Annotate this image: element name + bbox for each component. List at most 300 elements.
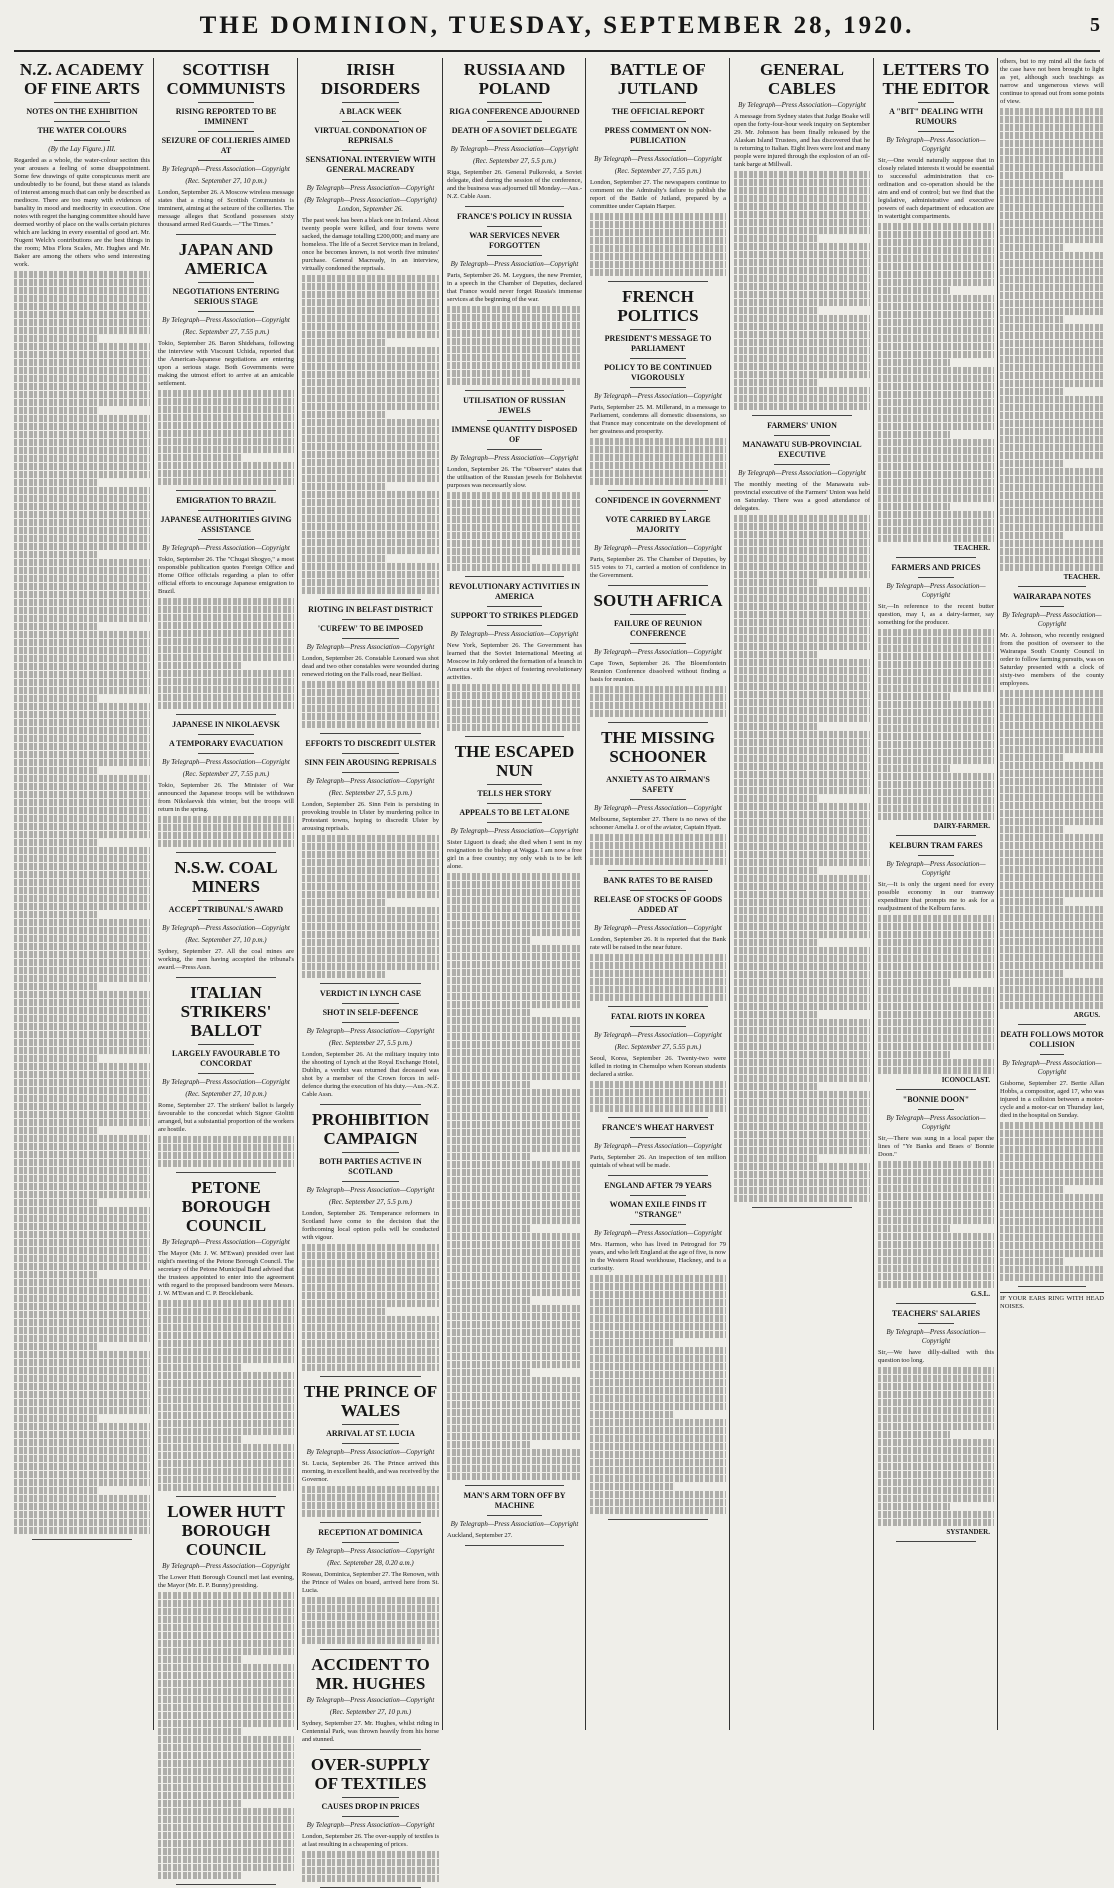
subhead-rule bbox=[487, 625, 542, 626]
masthead bbox=[0, 0, 1114, 44]
text-line bbox=[302, 507, 439, 514]
text-line bbox=[447, 1249, 582, 1256]
continued-text-lines bbox=[878, 1367, 994, 1526]
text-line bbox=[302, 1364, 439, 1371]
text-line bbox=[1000, 1210, 1104, 1217]
text-line bbox=[447, 1073, 582, 1080]
text-line bbox=[1000, 970, 1064, 977]
text-line bbox=[447, 1425, 582, 1432]
text-line bbox=[14, 1327, 150, 1334]
continued-text-lines bbox=[590, 213, 726, 276]
text-line bbox=[447, 1041, 582, 1048]
text-line bbox=[14, 1447, 150, 1454]
text-line bbox=[302, 947, 439, 954]
text-line bbox=[1000, 348, 1104, 355]
news-story bbox=[158, 983, 294, 1173]
continued-text-lines bbox=[302, 681, 439, 728]
text-line bbox=[14, 407, 98, 414]
text-line bbox=[447, 1025, 582, 1032]
subhead-rule bbox=[342, 1152, 399, 1153]
news-story bbox=[590, 1123, 726, 1176]
story-divider bbox=[608, 1117, 708, 1118]
subhead-rule bbox=[342, 619, 399, 620]
dateline: (Rec. September 27, 5.55 p.m.) bbox=[614, 1043, 702, 1051]
text-line bbox=[14, 743, 150, 750]
news-story bbox=[14, 60, 150, 1540]
text-line bbox=[734, 1075, 870, 1082]
text-line bbox=[734, 923, 870, 930]
text-line bbox=[734, 659, 870, 666]
text-line bbox=[158, 1856, 294, 1863]
subhead-rule bbox=[198, 919, 254, 920]
letter-signature: ARGUS. bbox=[1073, 1011, 1100, 1019]
text-line bbox=[734, 1195, 870, 1202]
continued-text-lines bbox=[1000, 108, 1104, 571]
text-line bbox=[447, 1289, 582, 1296]
text-line bbox=[447, 1273, 582, 1280]
subhead-rule bbox=[918, 1109, 954, 1110]
story-divider bbox=[896, 1303, 976, 1304]
text-line bbox=[590, 1291, 726, 1298]
story-divider bbox=[465, 390, 564, 391]
text-line bbox=[878, 757, 994, 764]
continued-text-lines bbox=[158, 390, 294, 485]
text-line bbox=[302, 1356, 439, 1363]
text-line bbox=[447, 1089, 582, 1096]
text-line bbox=[14, 1031, 150, 1038]
text-line bbox=[14, 959, 150, 966]
text-line bbox=[14, 567, 150, 574]
text-line bbox=[447, 1313, 582, 1320]
text-line bbox=[158, 1736, 294, 1743]
text-line bbox=[302, 1308, 387, 1315]
text-line bbox=[158, 470, 294, 477]
text-line bbox=[14, 1191, 150, 1198]
text-line bbox=[1000, 1154, 1104, 1161]
text-line bbox=[302, 275, 439, 282]
wire-byline: By Telegraph—Press Association—Copyright bbox=[738, 101, 866, 109]
text-line bbox=[1000, 1258, 1064, 1265]
text-line bbox=[1000, 508, 1104, 515]
subhead-rule bbox=[342, 121, 399, 122]
text-line bbox=[14, 359, 150, 366]
subheadline: CAUSES DROP IN PRICES bbox=[321, 1802, 420, 1811]
news-story bbox=[590, 287, 726, 491]
text-line bbox=[447, 1057, 582, 1064]
text-line bbox=[878, 231, 994, 238]
text-line bbox=[158, 1840, 294, 1847]
text-line bbox=[158, 1784, 294, 1791]
subheadline: FAILURE OF REUNION CONFERENCE bbox=[613, 619, 702, 638]
story-divider bbox=[465, 736, 564, 737]
text-line bbox=[734, 755, 870, 762]
wire-byline: By Telegraph—Press Association—Copyright bbox=[306, 1696, 435, 1704]
text-line bbox=[14, 527, 150, 534]
text-line bbox=[1000, 1194, 1104, 1201]
text-line bbox=[1000, 516, 1104, 523]
text-line bbox=[14, 1495, 150, 1502]
subhead-rule bbox=[198, 131, 254, 132]
subhead-rule bbox=[198, 1073, 254, 1074]
text-line bbox=[590, 970, 726, 977]
text-line bbox=[734, 283, 870, 290]
text-line bbox=[447, 1369, 531, 1376]
story-divider bbox=[176, 852, 276, 853]
text-line bbox=[1000, 132, 1104, 139]
text-line bbox=[878, 915, 994, 922]
continued-text-lines bbox=[302, 1851, 439, 1882]
text-line bbox=[734, 819, 870, 826]
text-line bbox=[1000, 292, 1104, 299]
text-line bbox=[734, 171, 870, 178]
text-line bbox=[14, 1023, 150, 1030]
text-line bbox=[590, 842, 726, 849]
text-line bbox=[734, 1043, 870, 1050]
text-line bbox=[158, 1680, 294, 1687]
text-line bbox=[878, 781, 994, 788]
continued-text-lines bbox=[158, 816, 294, 847]
text-line bbox=[158, 1144, 294, 1151]
text-line bbox=[302, 339, 387, 346]
text-line bbox=[447, 1129, 582, 1136]
text-line bbox=[734, 531, 870, 538]
continued-text-lines bbox=[1000, 1122, 1104, 1281]
text-line bbox=[302, 315, 439, 322]
text-line bbox=[1000, 1146, 1104, 1153]
text-line bbox=[14, 271, 150, 278]
text-line bbox=[14, 511, 150, 518]
text-line bbox=[878, 1011, 994, 1018]
text-line bbox=[734, 747, 870, 754]
subhead-rule bbox=[342, 150, 399, 151]
headline: THE PRINCE OF WALES bbox=[303, 1382, 438, 1420]
text-line bbox=[590, 702, 726, 709]
text-line bbox=[158, 1356, 294, 1363]
text-line bbox=[1000, 540, 1104, 547]
text-line bbox=[302, 1621, 439, 1628]
text-line bbox=[734, 187, 870, 194]
story-divider bbox=[608, 490, 708, 491]
text-line bbox=[878, 773, 994, 780]
text-line bbox=[590, 213, 726, 220]
subheadline: TELLS HER STORY bbox=[477, 789, 552, 798]
text-line bbox=[734, 1003, 870, 1010]
text-line bbox=[734, 947, 870, 954]
newspaper-title: THE DOMINION, TUESDAY, SEPTEMBER 28, 1920. bbox=[199, 12, 915, 39]
story-divider bbox=[896, 557, 976, 558]
text-line bbox=[302, 1502, 439, 1509]
text-line bbox=[1000, 500, 1104, 507]
text-line bbox=[878, 1193, 994, 1200]
text-line bbox=[302, 939, 439, 946]
story-divider bbox=[176, 234, 276, 235]
story-body: London, September 26. Constable Leonard was shot dead and two other constables were wounded during renewed rioting on the Falls road, near Belfast. bbox=[302, 655, 439, 678]
text-line bbox=[590, 446, 726, 453]
text-line bbox=[878, 343, 994, 350]
wire-byline: By Telegraph—Press Association—Copyright bbox=[594, 1031, 722, 1039]
subheadline: A BLACK WEEK bbox=[339, 107, 402, 116]
text-line bbox=[158, 1380, 294, 1387]
text-line bbox=[878, 947, 994, 954]
text-line bbox=[878, 717, 994, 724]
text-line bbox=[878, 1281, 994, 1288]
text-line bbox=[14, 1015, 150, 1022]
headline: FRENCH POLITICS bbox=[617, 287, 699, 325]
text-line bbox=[734, 715, 870, 722]
continued-text-lines bbox=[447, 492, 582, 571]
text-line bbox=[734, 587, 870, 594]
text-line bbox=[878, 971, 994, 978]
text-line bbox=[158, 1428, 294, 1435]
text-line bbox=[14, 1095, 150, 1102]
text-line bbox=[302, 697, 439, 704]
subhead-rule bbox=[487, 102, 542, 103]
story-body: Sydney, September 27. Mr. Hughes, whilst riding in Centennial Park, was thrown heavily from his horse and stunned. bbox=[302, 1720, 439, 1743]
story-body: Cape Town, September 26. The Bloemfontein Reunion Conference dissolved without finding a basis for reunion. bbox=[590, 660, 726, 683]
text-line bbox=[878, 1439, 994, 1446]
news-story bbox=[1000, 58, 1104, 587]
text-line bbox=[1000, 228, 1104, 235]
story-body: Mr. A. Johnson, who recently resigned from the position of overseer to the Wairarapa South County Council in order to follow farming pursuits, was on Saturday presented with a clock of sixty-two members of the county employees. bbox=[1000, 632, 1104, 687]
story-divider bbox=[320, 599, 421, 600]
text-line bbox=[158, 1704, 294, 1711]
story-divider bbox=[752, 1207, 852, 1208]
wire-byline: By Telegraph—Press Association—Copyright bbox=[594, 1229, 722, 1237]
story-body: Sister Liguori is dead; she died when I sent in my resignation to the bishop at Wagga. I am now a free girl in a free country; my only wish is to be left alone. bbox=[447, 839, 582, 870]
dateline: (Rec. September 27, 10 p.m.) bbox=[185, 936, 267, 944]
text-line bbox=[14, 575, 150, 582]
text-line bbox=[447, 724, 582, 731]
text-line bbox=[447, 1137, 582, 1144]
text-line bbox=[14, 1423, 150, 1430]
text-line bbox=[734, 995, 870, 1002]
story-body: Rome, September 27. The strikers' ballot is largely favourable to the concordat which Signor Giolitti arranged, but a substantial proportion of the workers are hostile. bbox=[158, 1102, 294, 1133]
text-line bbox=[590, 962, 726, 969]
text-line bbox=[14, 767, 98, 774]
text-line bbox=[734, 387, 870, 394]
text-line bbox=[878, 455, 994, 462]
text-line bbox=[878, 287, 950, 294]
wire-byline: By Telegraph—Press Association—Copyright bbox=[306, 1186, 435, 1194]
dateline: (Rec. September 27, 7.55 p.m.) bbox=[182, 770, 270, 778]
text-line bbox=[734, 403, 870, 410]
text-line bbox=[14, 847, 150, 854]
dateline: (Rec. September 27, 5.5 p.m.) bbox=[328, 1198, 412, 1206]
text-line bbox=[1000, 460, 1064, 467]
text-line bbox=[1000, 212, 1104, 219]
text-line bbox=[302, 555, 387, 562]
text-line bbox=[734, 787, 870, 794]
continued-text-lines bbox=[590, 954, 726, 1001]
story-body: London, September 26. At the military inquiry into the shooting of Lynch at the Royal Exchange Hotel, Dublin, a verdict was returned that deceased was shot by a member of the Crown forces in self-defence during the execution of his duty.—Aus.-N.Z. Cable Assn. bbox=[302, 1051, 439, 1098]
continued-text-lines bbox=[158, 598, 294, 709]
subheadline: RISING REPORTED TO BE IMMINENT bbox=[175, 107, 277, 126]
text-line bbox=[302, 1494, 439, 1501]
text-line bbox=[158, 622, 294, 629]
text-line bbox=[1000, 690, 1104, 697]
text-line bbox=[734, 259, 870, 266]
wire-byline: By Telegraph—Press Association—Copyright bbox=[594, 155, 722, 163]
text-line bbox=[590, 834, 726, 841]
text-line bbox=[158, 1324, 294, 1331]
text-line bbox=[1000, 698, 1104, 705]
text-line bbox=[302, 1629, 439, 1636]
text-line bbox=[590, 221, 726, 228]
text-line bbox=[447, 1105, 582, 1112]
text-line bbox=[447, 1001, 582, 1008]
text-line bbox=[1000, 778, 1104, 785]
text-line bbox=[734, 211, 870, 218]
story-body: New York, September 26. The Government has learned that the Soviet International Meeting at Moscow in July ordered the formation of a branch in America with the object of fostering revolutionary activities. bbox=[447, 642, 582, 681]
dateline: (By Telegraph—Press Association—Copyright) London, September 26. bbox=[304, 196, 437, 213]
text-line bbox=[878, 725, 994, 732]
continued-text-lines bbox=[302, 1486, 439, 1517]
text-line bbox=[302, 539, 439, 546]
text-line bbox=[734, 1187, 870, 1194]
text-line bbox=[734, 899, 870, 906]
text-line bbox=[302, 1486, 439, 1493]
text-line bbox=[447, 716, 582, 723]
wire-byline: By Telegraph—Press Association—Copyright bbox=[162, 316, 290, 324]
text-line bbox=[14, 1103, 150, 1110]
story-body: London, September 26. Temperance reformers in Scotland have come to the decision that the forthcoming local option polls will be conducted with vigour. bbox=[302, 1210, 439, 1241]
text-line bbox=[734, 963, 870, 970]
text-line bbox=[590, 1467, 726, 1474]
text-line bbox=[734, 931, 870, 938]
text-line bbox=[447, 524, 582, 531]
text-line bbox=[302, 891, 439, 898]
advertisement: IF YOUR EARS RING WITH HEAD NOISES. bbox=[1000, 1292, 1104, 1311]
subhead-rule bbox=[487, 420, 542, 421]
story-divider bbox=[608, 1006, 708, 1007]
text-line bbox=[1000, 524, 1104, 531]
text-line bbox=[734, 803, 870, 810]
text-line bbox=[302, 323, 439, 330]
text-line bbox=[734, 851, 870, 858]
text-line bbox=[302, 859, 439, 866]
text-line bbox=[590, 1395, 726, 1402]
text-line bbox=[1000, 1274, 1104, 1281]
story-divider bbox=[608, 281, 708, 282]
text-line bbox=[302, 931, 439, 938]
text-line bbox=[734, 955, 870, 962]
text-line bbox=[14, 343, 150, 350]
story-divider bbox=[320, 1749, 421, 1750]
text-line bbox=[14, 615, 150, 622]
text-line bbox=[302, 1324, 439, 1331]
subhead-rule bbox=[487, 255, 542, 256]
text-line bbox=[158, 390, 294, 397]
text-line bbox=[1000, 324, 1104, 331]
subhead-rule bbox=[198, 753, 254, 754]
text-line bbox=[878, 669, 994, 676]
text-line bbox=[158, 1688, 294, 1695]
subheadline: LARGELY FAVOURABLE TO CONCORDAT bbox=[171, 1049, 281, 1068]
text-line bbox=[1000, 1266, 1104, 1273]
text-line bbox=[447, 1225, 531, 1232]
text-line bbox=[878, 351, 994, 358]
text-line bbox=[1000, 148, 1104, 155]
subhead-rule bbox=[487, 1515, 542, 1516]
text-line bbox=[447, 1297, 531, 1304]
text-line bbox=[447, 516, 582, 523]
text-line bbox=[1000, 954, 1104, 961]
text-line bbox=[14, 463, 150, 470]
text-line bbox=[14, 751, 150, 758]
text-line bbox=[1000, 1250, 1104, 1257]
continued-text-lines bbox=[158, 1136, 294, 1167]
text-line bbox=[158, 1388, 294, 1395]
text-line bbox=[302, 971, 387, 978]
text-line bbox=[878, 415, 994, 422]
text-line bbox=[878, 813, 994, 820]
text-line bbox=[878, 295, 994, 302]
text-line bbox=[158, 478, 294, 485]
story-divider bbox=[465, 1485, 564, 1486]
text-line bbox=[302, 451, 439, 458]
wire-byline: By Telegraph—Press Association—Copyright bbox=[306, 777, 435, 785]
text-line bbox=[447, 1329, 582, 1336]
text-line bbox=[14, 455, 150, 462]
story-body: Roseau, Dominica, September 27. The Renown, with the Prince of Wales on board, arrived here from St. Lucia. bbox=[302, 1571, 439, 1594]
text-line bbox=[14, 383, 150, 390]
text-line bbox=[447, 1449, 582, 1456]
text-line bbox=[302, 1859, 439, 1866]
text-line bbox=[878, 1257, 994, 1264]
wire-byline: By Telegraph—Press Association—Copyright bbox=[306, 643, 435, 651]
text-line bbox=[14, 1151, 150, 1158]
headline: ACCIDENT TO MR. HUGHES bbox=[311, 1655, 430, 1693]
wire-byline: By Telegraph—Press Association—Copyright bbox=[886, 1328, 986, 1345]
text-line bbox=[590, 994, 726, 1001]
text-line bbox=[1000, 188, 1104, 195]
text-line bbox=[734, 891, 870, 898]
continued-text-lines bbox=[302, 1597, 439, 1644]
text-line bbox=[1000, 1162, 1104, 1169]
text-line bbox=[14, 1063, 150, 1070]
text-line bbox=[878, 407, 994, 414]
text-line bbox=[14, 1207, 150, 1214]
text-line bbox=[590, 1307, 726, 1314]
text-line bbox=[878, 1375, 994, 1382]
subhead-rule bbox=[198, 539, 254, 540]
text-line bbox=[447, 1169, 582, 1176]
text-line bbox=[734, 1051, 870, 1058]
headline: PROHIBITION CAMPAIGN bbox=[311, 1110, 430, 1148]
text-line bbox=[878, 1027, 994, 1034]
text-line bbox=[878, 439, 994, 446]
text-line bbox=[302, 291, 439, 298]
text-line bbox=[14, 1255, 150, 1262]
text-line bbox=[878, 1447, 994, 1454]
text-line bbox=[447, 1321, 582, 1328]
text-line bbox=[734, 395, 870, 402]
text-line bbox=[878, 447, 994, 454]
text-line bbox=[302, 721, 439, 728]
story-body: Melbourne, September 27. There is no news of the schooner Amelia J. or of the aviator, Captain Hyatt. bbox=[590, 816, 726, 831]
text-line bbox=[1000, 388, 1064, 395]
text-line bbox=[878, 765, 950, 772]
text-line bbox=[590, 954, 726, 961]
text-line bbox=[734, 179, 870, 186]
text-line bbox=[447, 306, 582, 313]
text-line bbox=[734, 275, 870, 282]
text-line bbox=[158, 1348, 294, 1355]
text-line bbox=[1000, 468, 1104, 475]
text-line bbox=[878, 701, 994, 708]
text-line bbox=[302, 427, 439, 434]
text-line bbox=[1000, 794, 1104, 801]
